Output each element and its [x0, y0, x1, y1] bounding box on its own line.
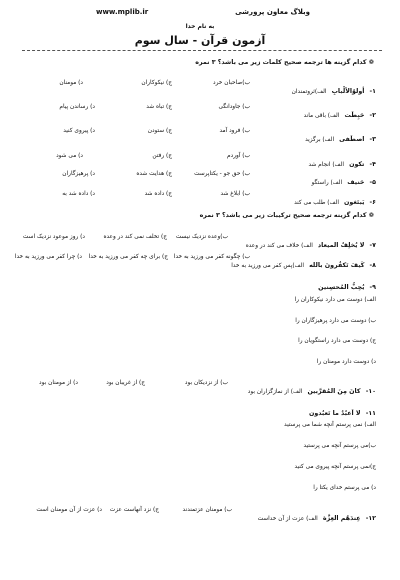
q9-option-a: الف) دوست می دارد نیکوکاران را — [294, 297, 376, 303]
q12-option-d: د) عزت از آن مومنان است — [36, 507, 102, 513]
q1-option-c: ج) نیکوکاران — [141, 80, 172, 86]
q2-option-c: ج) تباه شد — [146, 104, 172, 110]
question-word: حَنیف — [347, 179, 365, 186]
question-word: کَیفَ تَکفُرونَ بالله — [309, 262, 365, 269]
question-word: عِندَهُم العِزَّة — [322, 515, 361, 522]
q2-option-b: ب) جاودانگی — [218, 104, 250, 110]
q11-option-b: ب)می پرستم آنچه می پرستید — [303, 443, 376, 449]
question-3: ۳- اصطَفی الف) برگزید — [305, 136, 376, 143]
q2-option-d: د) رساندن پیام — [59, 104, 95, 110]
exam-title: آزمون قرآن - سال سوم — [134, 34, 266, 47]
option-a: الف) عزت از آن خداست — [257, 516, 318, 522]
question-8: ۸- کَیفَ تَکفُرونَ بالله الف)پس کفر می ورزید به خدا — [231, 262, 376, 269]
q4-option-b: ب) آوردم — [227, 153, 250, 159]
q7-option-d: د) روز موعود نزدیک است — [22, 234, 85, 240]
option-a: الف) انجام شد — [308, 162, 344, 168]
q1-option-b: ب)صاحبان خرد — [213, 80, 250, 86]
q8-option-c: ج) برای چه کفر می ورزید به خدا — [88, 254, 168, 260]
q7-option-c: ج) تخلف نمی کند در وعده — [103, 234, 167, 240]
question-word: تکون — [349, 161, 365, 168]
question-10: ۱۰- کانَ مِنَ المُقرَّبین الف) از نمازگزاران بود — [247, 388, 376, 395]
question-1: ۱- أولوُالألْبابِ الف)ثروتمندان — [291, 88, 376, 95]
q7-option-b: ب)وعده نزدیک نیست — [175, 234, 228, 240]
q11-option-d: د) می پرستم خدای یکتا را — [313, 485, 376, 491]
q6-option-d: د) داده شد به — [62, 191, 95, 197]
question-2: ۲- حَبِطَت الف) باقی ماند — [303, 112, 376, 119]
q6-option-b: ب) ابلاغ شد — [220, 191, 250, 197]
question-4: ۴- تکون الف) انجام شد — [308, 161, 376, 168]
q5-option-c: ج) هدایت شده — [136, 171, 172, 177]
q3-option-b: ب) فرود آمد — [219, 128, 250, 134]
basmala: به نام خدا — [185, 23, 215, 30]
question-word: کانَ مِنَ المُقرَّبین — [307, 388, 361, 395]
option-a: الف) راستگو — [311, 180, 343, 186]
section-2-heading: ❁ کدام گزینه ترجمه صحیح ترکیبات زیر می باشد؟ ۳ نمره — [199, 212, 374, 219]
q12-option-c: ج) نزد آنهاست عزت — [109, 507, 159, 513]
q8-option-b: ب) چگونه کفر می ورزید به خدا — [173, 254, 250, 260]
q3-option-c: ج) ستودن — [147, 128, 172, 134]
q5-option-b: ب) حق جو - یکتاپرست — [194, 171, 250, 177]
q11-option-c: ج)نمی پرستم آنچه پیروی می کنید — [294, 464, 376, 470]
q8-option-d: د) چرا کفر می ورزید به خدا — [14, 254, 82, 260]
question-11: ۱۱- لا اَعبُدُ ما تَعبُدون — [308, 410, 376, 417]
option-a: الف) برگزید — [305, 137, 335, 143]
section-1-heading: ❁ کدام گزینه ها ترجمه صحیح کلمات زیر می باشد؟ ۳ نمره — [195, 59, 374, 66]
q3-option-d: د) پیروی کنید — [63, 128, 95, 134]
q4-option-c: ج) رفتن — [152, 153, 172, 159]
site-url[interactable]: www.mplib.ir — [96, 8, 149, 16]
q4-option-d: د) می شود — [56, 153, 83, 159]
option-a: الف)پس کفر می ورزید به خدا — [231, 263, 304, 269]
option-a: الف) باقی ماند — [303, 113, 340, 119]
question-word: لا اَعبُدُ ما تَعبُدون — [308, 410, 361, 417]
question-12: ۱۲- عِندَهُم العِزَّة الف) عزت از آن خداست — [257, 515, 376, 522]
question-word: یَبتَغون — [344, 199, 365, 206]
option-a: الف) طلب می کند — [294, 200, 339, 206]
question-word: أولوُالألْبابِ — [331, 88, 365, 95]
q9-option-c: ج) دوست می دارد راستگویان را — [298, 338, 376, 344]
option-a: الف) از نمازگزاران بود — [247, 389, 303, 395]
option-a: الف) خلاف می کند در وعده — [245, 243, 313, 249]
question-6: ۶- یَبتَغون الف) طلب می کند — [294, 199, 376, 206]
q1-option-d: د) مومنان — [59, 80, 83, 86]
q6-option-c: ج) داده شد — [144, 191, 172, 197]
question-word: اصطَفی — [339, 136, 365, 143]
question-5: ۵- حَنیف الف) راستگو — [311, 179, 376, 186]
q10-option-c: ج) از غریبان بود — [106, 380, 145, 386]
q11-option-a: الف) نمی پرستم آنچه شما می پرستید — [284, 422, 376, 428]
q10-option-b: ب) از نزدیکان بود — [184, 380, 228, 386]
blog-name: وبلاگ معاون پرورشی — [235, 8, 310, 16]
question-7: ۷- لا یُخلِفُ المیعاد الف) خلاف می کند در وعده — [245, 242, 376, 249]
q9-option-b: ب) دوست می دارد پرهیزگاران را — [295, 318, 376, 324]
question-word: یُحِبُّ المُحسِنین — [318, 284, 365, 291]
question-word: لا یُخلِفُ المیعاد — [317, 242, 365, 249]
option-a: الف)ثروتمندان — [291, 89, 327, 95]
question-9: ۹- یُحِبُّ المُحسِنین — [318, 284, 376, 291]
q9-option-d: د) دوست دارد مومنان را — [316, 359, 376, 365]
header-divider — [22, 50, 382, 51]
q10-option-d: د) از مومنان بود — [39, 380, 78, 386]
question-word: حَبِطَت — [344, 112, 365, 119]
q12-option-b: ب) مومنان عزتمندند — [182, 507, 232, 513]
q5-option-d: د) پرهیزگاران — [62, 171, 95, 177]
